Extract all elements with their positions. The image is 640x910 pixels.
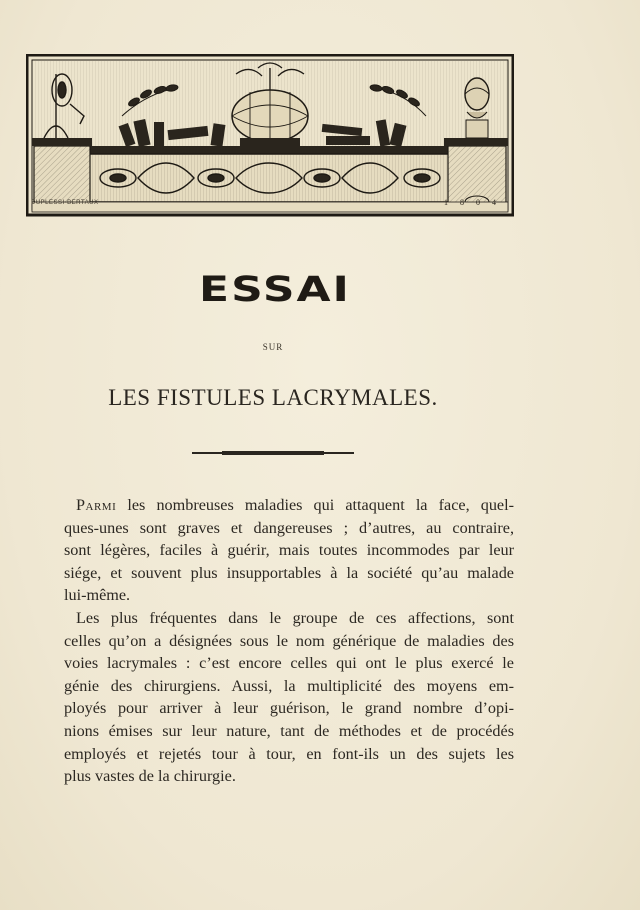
text-line: ques-unes sont graves et dangereuses ; d’autres, au contraire, (64, 518, 514, 537)
page-title: ESSAI (199, 269, 351, 310)
body-text (64, 494, 514, 788)
title-connector: SUR (262, 342, 284, 352)
paragraph-1 (64, 494, 514, 607)
text-line: voies lacrymales : c’est encore celles qui ont le plus exercé le (64, 654, 514, 673)
engraved-headpiece (26, 54, 514, 218)
text-line: employés et rejetés tour à tour, en font-ils un des sujets les (64, 744, 514, 763)
text-line: ployés pour arriver à leur guérison, le grand nombre d’opi- (64, 699, 514, 718)
text-line: Parmi les nombreuses maladies qui attaquent la face, quel- (76, 496, 514, 514)
text-line: siége, et souvent plus insupportables à la société qu’au malade (64, 563, 514, 582)
text-line: nions émises sur leur nature, tant de méthodes et de procédés (64, 721, 514, 740)
text-line: plus vastes de la chirurgie. (64, 767, 236, 786)
text-line: Les plus fréquentes dans le groupe de ces affections, sont (76, 608, 514, 627)
text-line: celles qu’on a désignées sous le nom générique de maladies des (64, 631, 514, 650)
text-line: génie des chirurgiens. Aussi, la multiplicité des moyens em- (64, 676, 514, 695)
engraver-signature: DUPLESSI-BERTAUX (31, 200, 99, 206)
paragraph-2 (64, 607, 514, 788)
text-line: sont légères, faciles à guérir, mais toutes incommodes par leur (64, 541, 514, 560)
engraving-date: 1 8 0 4 (444, 198, 501, 207)
lead-word: Parmi (76, 496, 117, 514)
page-subtitle: LES FISTULES LACRYMALES. (108, 385, 438, 410)
text-line: lui-même. (64, 586, 131, 605)
decorative-rule (192, 452, 354, 454)
